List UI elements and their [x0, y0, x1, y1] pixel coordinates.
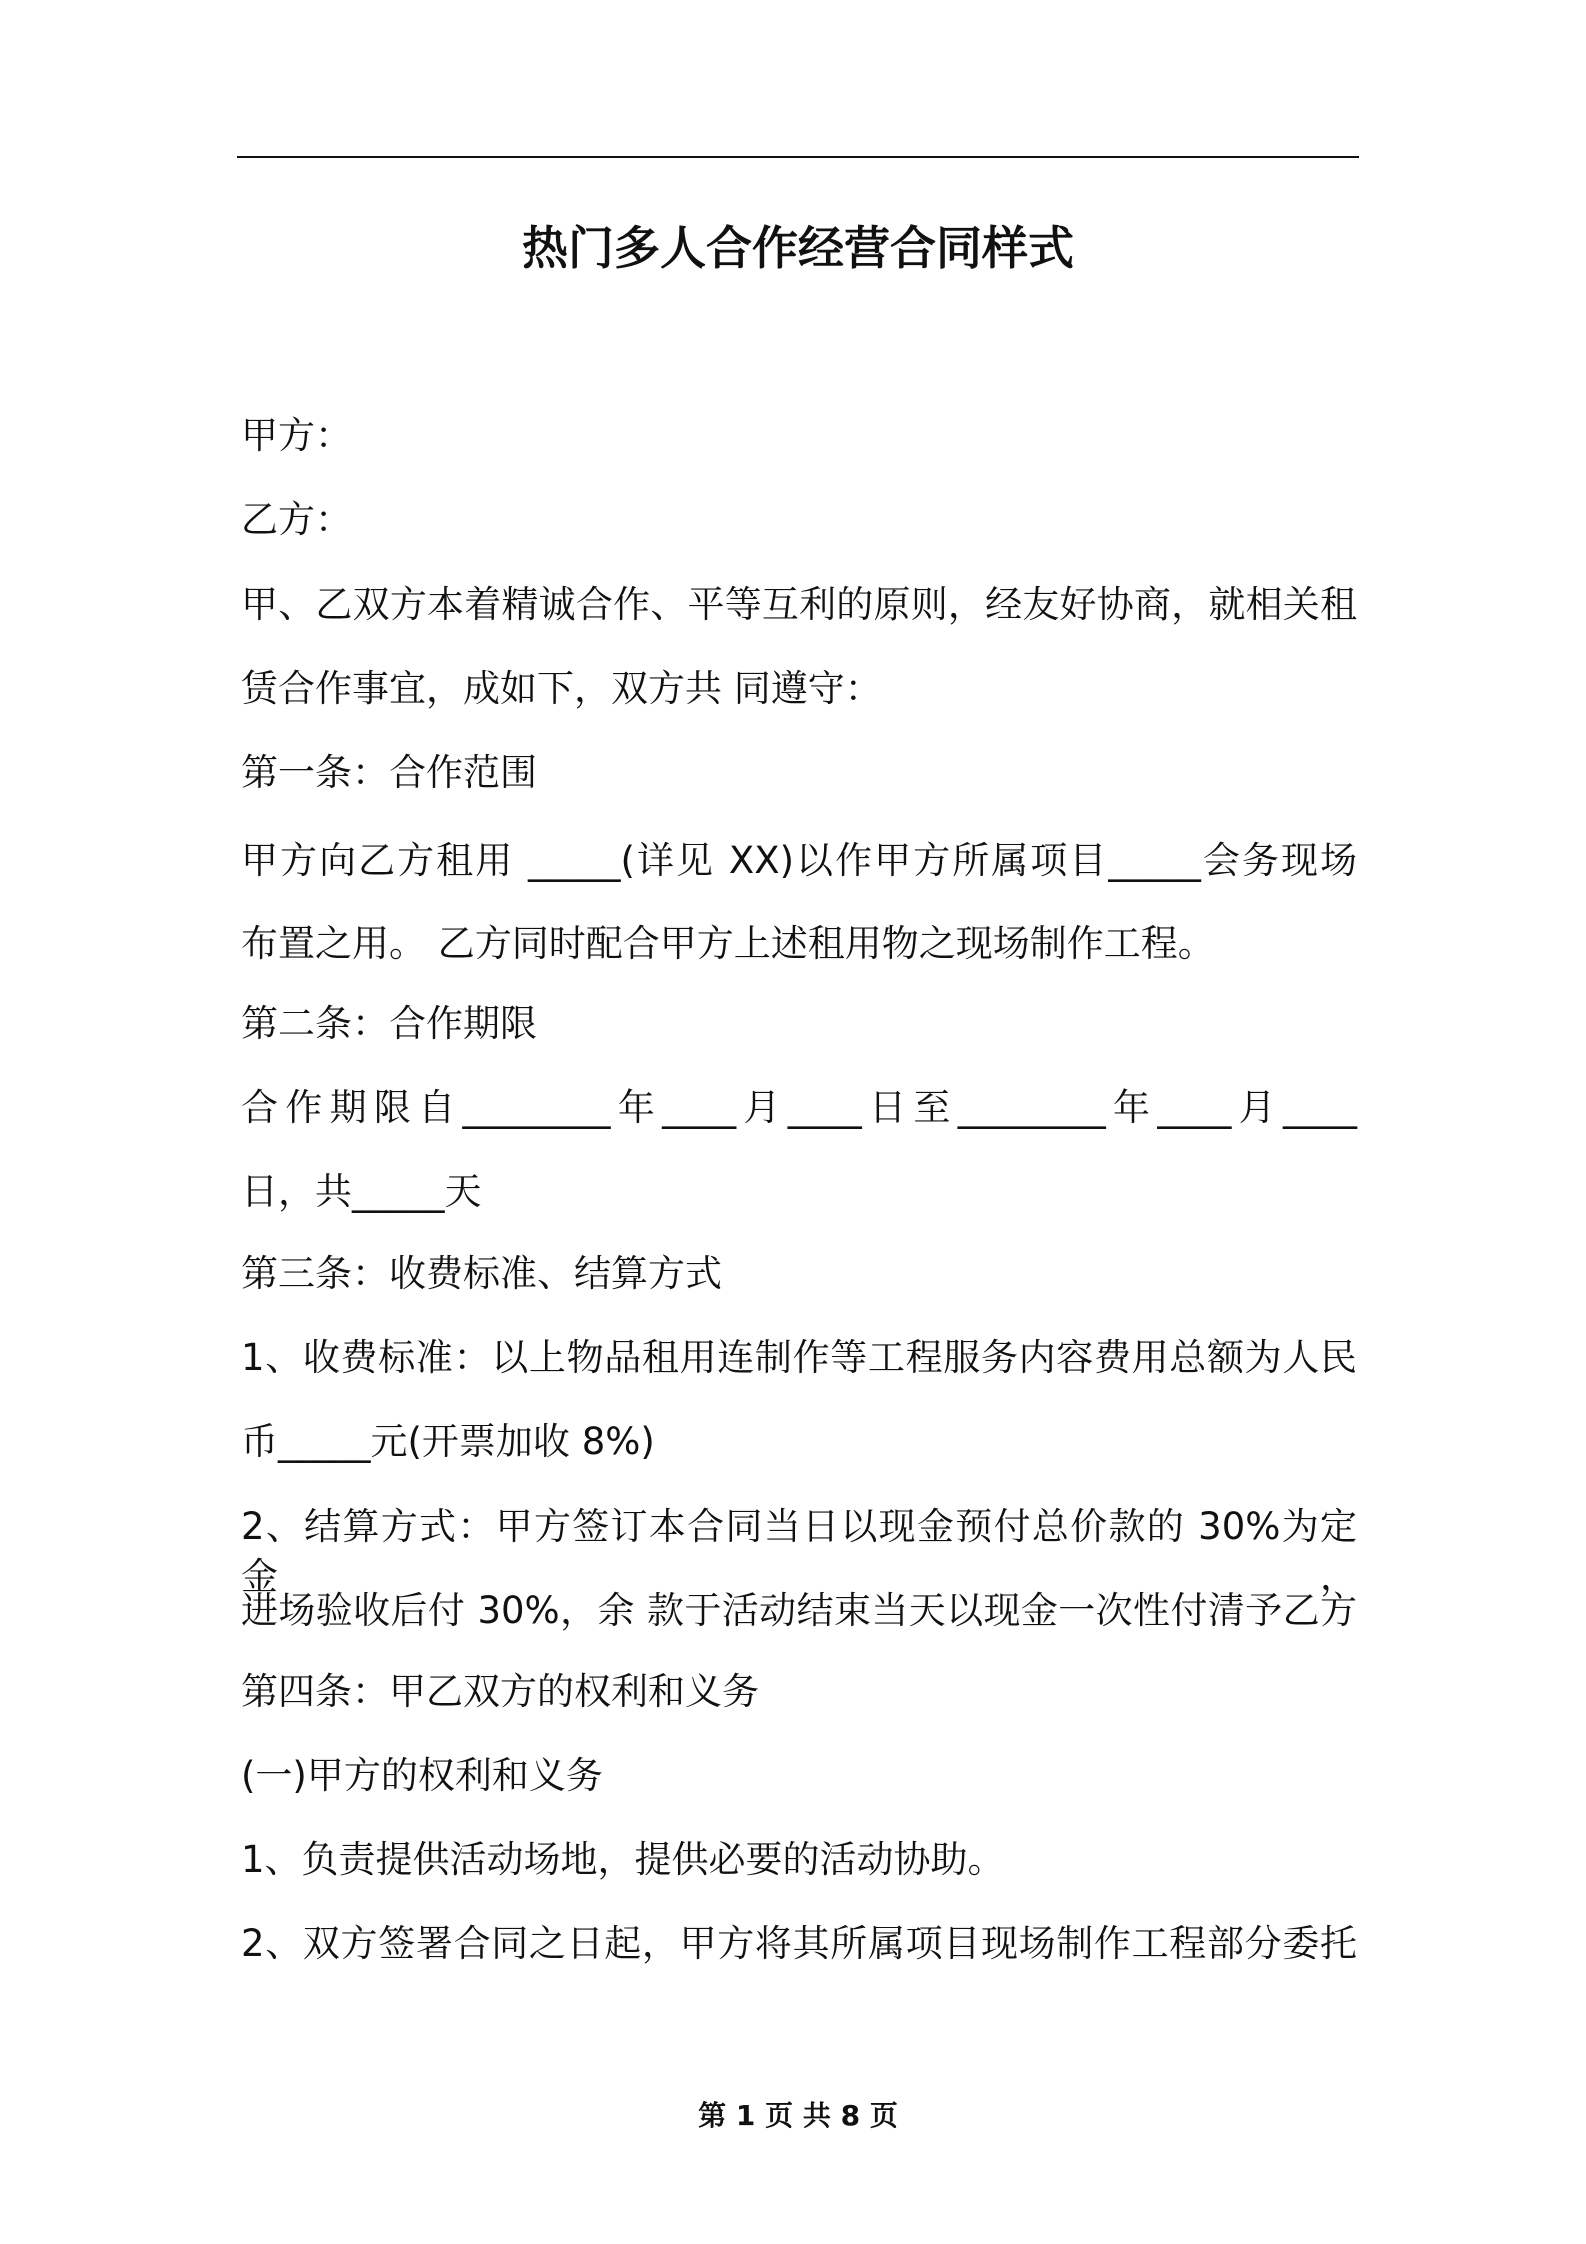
article-4-heading: 第四条：甲乙双方的权利和义务 [241, 1670, 759, 1713]
article-1-line-1: 甲方向乙方租用 _____(详见 XX)以作甲方所属项目_____会务现场 [241, 839, 1357, 882]
article-2-line-2: 日，共_____天 [241, 1170, 482, 1213]
article-2-heading: 第二条：合作期限 [241, 1002, 537, 1045]
party-a-rights-item-1: 1、负责提供活动场地，提供必要的活动协助。 [241, 1838, 1005, 1881]
fee-standard-line-2: 币_____元(开票加收 8%) [241, 1420, 655, 1463]
page-number-footer: 第 1 页 共 8 页 [698, 2099, 898, 2132]
party-a-line: 甲方： [241, 414, 352, 457]
party-a-rights-heading: (一)甲方的权利和义务 [241, 1754, 603, 1797]
article-2-line-1: 合作期限自________年____月____日至________年____月____ [241, 1086, 1357, 1129]
article-1-heading: 第一条：合作范围 [241, 751, 537, 794]
header-rule [237, 156, 1359, 158]
document-title: 热门多人合作经营合同样式 [522, 221, 1074, 275]
preamble-line-1: 甲、乙双方本着精诚合作、平等互利的原则，经友好协商，就相关租 [241, 583, 1357, 626]
article-3-heading: 第三条：收费标准、结算方式 [241, 1252, 722, 1295]
settlement-line-2: 进场验收后付 30%，余 款于活动结束当天以现金一次性付清予乙方 [241, 1589, 1357, 1632]
settlement-line-1: 2、结算方式：甲方签订本合同当日以现金预付总价款的 30%为定金， [241, 1505, 1357, 1598]
fee-standard-line-1: 1、收费标准：以上物品租用连制作等工程服务内容费用总额为人民 [241, 1336, 1357, 1379]
preamble-line-2: 赁合作事宜，成如下，双方共 同遵守： [241, 667, 882, 710]
party-b-line: 乙方： [241, 498, 352, 541]
party-a-rights-item-2: 2、双方签署合同之日起，甲方将其所属项目现场制作工程部分委托 [241, 1922, 1357, 1965]
article-1-line-2: 布置之用。 乙方同时配合甲方上述租用物之现场制作工程。 [241, 922, 1215, 965]
